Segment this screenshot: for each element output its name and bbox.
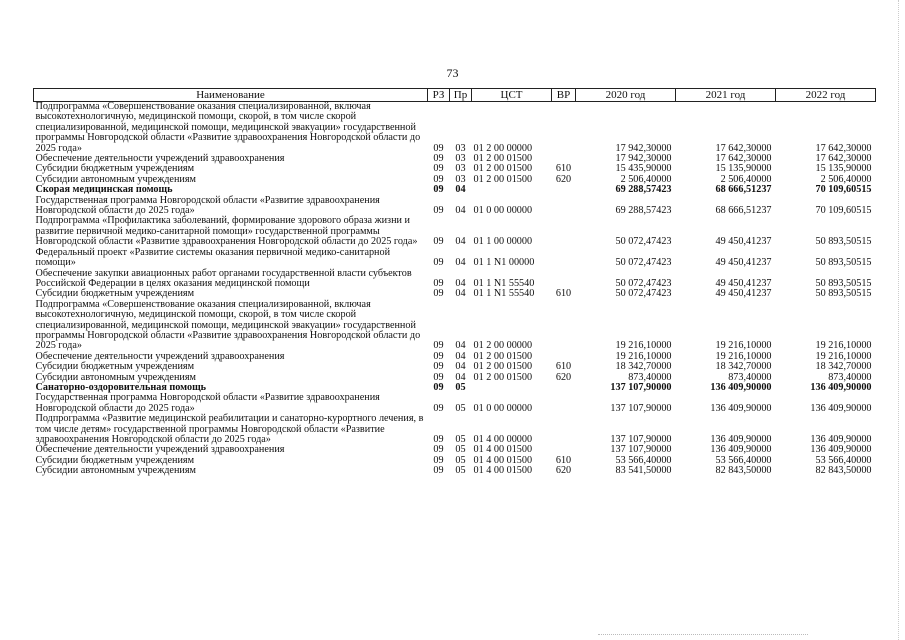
name: Субсидии бюджетным учреждениям (35, 454, 195, 466)
cst-cell: 01 1 N1 55540 (473, 277, 535, 289)
value-2022: 136 409,90000 (810, 381, 872, 393)
table-row (34, 466, 876, 476)
name: Обеспечение деятельности учреждений здравоохранения (35, 444, 285, 456)
pr-cell: 05 (455, 381, 466, 393)
value-2020: 873,40000 (628, 371, 672, 383)
cst-cell: 01 2 00 01500 (473, 153, 533, 165)
table-row (34, 216, 876, 247)
cst-cell: 01 4 00 01500 (473, 444, 533, 456)
scan-artifact-bottom (598, 634, 808, 635)
rz-cell: 09 (433, 163, 444, 175)
header-name: Наименование (34, 89, 428, 102)
rz-cell: 09 (433, 371, 444, 383)
value-2021: 68 666,51237 (715, 184, 772, 196)
header-rz: РЗ (428, 89, 450, 102)
cst-cell: 01 1 N1 00000 (473, 257, 535, 269)
rz-cell: 09 (433, 350, 444, 362)
budget-table (33, 88, 876, 477)
header-vr: ВР (552, 89, 576, 102)
value-2022: 50 893,50515 (815, 236, 872, 248)
scan-artifact-edge (898, 0, 899, 640)
name: Подпрограмма «Совершенствование оказания специализированной, включая высокотехнологичную, медицинской помощи, скорой, в том числе скорой специализированной, медицинской помощи, медицинской эвакуации» государственной программы Новгородской области «Развитие здравоохранения Новгородской области до 2025 года» (35, 101, 421, 154)
rz-cell: 09 (433, 361, 444, 373)
vr-cell: 610 (555, 361, 572, 373)
name: Субсидии бюджетным учреждениям (35, 361, 195, 373)
value-2022: 15 135,90000 (815, 163, 872, 175)
pr-cell: 04 (455, 184, 466, 196)
cst-cell: 01 4 00 01500 (473, 454, 533, 466)
value-2020: 53 566,40000 (615, 454, 672, 466)
rz-cell: 09 (433, 153, 444, 165)
cst-cell: 01 2 00 01500 (473, 371, 533, 383)
cst-cell: 01 2 00 00000 (473, 142, 533, 154)
vr-cell (552, 414, 576, 445)
value-2021: 49 450,41237 (715, 257, 772, 269)
value-2020: 137 107,90000 (610, 434, 672, 445)
value-2021: 53 566,40000 (715, 454, 772, 466)
rz-cell: 09 (433, 236, 444, 248)
pr-cell: 04 (455, 340, 466, 352)
value-2021: 49 450,41237 (715, 288, 772, 300)
value-2021: 136 409,90000 (710, 381, 772, 393)
rz-cell: 09 (433, 142, 444, 154)
vr-cell: 610 (555, 163, 572, 175)
header-2020: 2020 год (576, 89, 676, 102)
value-2021: 17 642,30000 (715, 153, 772, 165)
value-2021: 15 135,90000 (715, 163, 772, 175)
vr-cell: 610 (555, 454, 572, 466)
value-2020: 17 942,30000 (615, 142, 672, 154)
vr-cell: 620 (555, 371, 572, 383)
value-2022: 50 893,50515 (815, 288, 872, 300)
name: Субсидии автономным учреждениям (35, 371, 196, 383)
pr-cell: 05 (455, 402, 466, 414)
pr-cell: 05 (455, 465, 466, 477)
name: Подпрограмма «Совершенствование оказания специализированной, включая высокотехнологичную, медицинской помощи, скорой, в том числе скорой специализированной, медицинской помощи, медицинской эвакуации» государственной программы Новгородской области «Развитие здравоохранения Новгородской области до 2025 года» (35, 298, 421, 352)
value-2022: 136 409,90000 (810, 402, 872, 414)
rz-cell: 09 (433, 465, 444, 477)
rz-cell: 09 (433, 434, 444, 445)
value-2020: 15 435,90000 (615, 163, 672, 175)
value-2021: 49 450,41237 (715, 236, 772, 248)
value-2022: 82 843,50000 (815, 465, 872, 477)
cst-cell: 01 2 00 00000 (473, 340, 533, 352)
value-2021: 68 666,51237 (715, 205, 772, 217)
value-2021: 136 409,90000 (710, 402, 772, 414)
value-2020: 19 216,10000 (615, 350, 672, 362)
name: Государственная программа Новгородской области «Развитие здравоохранения Новгородской области до 2025 года» (35, 194, 380, 217)
cst-cell: 01 0 00 00000 (473, 205, 533, 217)
value-2020: 137 107,90000 (610, 402, 672, 414)
name: Субсидии бюджетным учреждениям (35, 163, 195, 175)
pr-cell: 05 (455, 444, 466, 456)
value-2020: 17 942,30000 (615, 153, 672, 165)
value-2021: 19 216,10000 (715, 350, 772, 362)
cst-cell: 01 0 00 00000 (473, 402, 533, 414)
header-2022: 2022 год (776, 89, 876, 102)
vr-cell (552, 393, 576, 414)
name: Санаторно-оздоровительная помощь (35, 381, 207, 393)
table-row (34, 248, 876, 269)
value-2021: 136 409,90000 (710, 434, 772, 445)
table-row (34, 362, 876, 372)
rz-cell: 09 (433, 277, 444, 289)
value-2022: 53 566,40000 (815, 454, 872, 466)
value-2022: 50 893,50515 (815, 257, 872, 269)
name: Субсидии бюджетным учреждениям (35, 288, 195, 300)
cst-cell: 01 2 00 01500 (473, 173, 533, 185)
pr-cell: 04 (455, 205, 466, 217)
vr-cell: 610 (555, 288, 572, 300)
header-2021: 2021 год (676, 89, 776, 102)
vr-cell (552, 248, 576, 269)
cst-cell: 01 2 00 01500 (473, 163, 533, 175)
vr-cell (552, 383, 576, 393)
name: Обеспечение закупки авиационных работ органами государственной власти субъектов Российской Федерации в целях оказания медицинской помощи (35, 267, 412, 289)
value-2021: 136 409,90000 (710, 444, 772, 456)
header-pr: Пр (450, 89, 472, 102)
name: Подпрограмма «Профилактика заболеваний, формирование здорового образа жизни и развитие первичной медико-санитарной помощи» государственной программы Новгородской области «Развитие здравоохранения Новгородской области до 2025 года» (35, 215, 418, 248)
vr-cell (552, 300, 576, 352)
pr-cell: 05 (455, 434, 466, 445)
value-2020: 137 107,90000 (610, 381, 672, 393)
pr-cell: 04 (455, 288, 466, 300)
rz-cell: 09 (433, 184, 444, 196)
value-2022: 19 216,10000 (815, 340, 872, 352)
name: Скорая медицинская помощь (35, 184, 173, 196)
value-2022: 70 109,60515 (815, 205, 872, 217)
value-2021: 17 642,30000 (715, 142, 772, 154)
name: Подпрограмма «Развитие медицинской реабилитации и санаторно-курортного лечения, в том числе детям» государственной программы Новгородской области «Развитие здравоохранения Новгородской области до 2025 года» (35, 413, 424, 445)
value-2022: 136 409,90000 (810, 434, 872, 445)
value-2021: 49 450,41237 (715, 277, 772, 289)
value-2021: 19 216,10000 (715, 340, 772, 352)
name: Государственная программа Новгородской области «Развитие здравоохранения Новгородской области до 2025 года» (35, 392, 380, 414)
pr-cell: 04 (455, 257, 466, 269)
pr-cell: 04 (455, 371, 466, 383)
table-row (34, 196, 876, 217)
cst-cell: 01 1 N1 55540 (473, 288, 535, 300)
value-2020: 2 506,40000 (620, 173, 672, 185)
value-2022: 50 893,50515 (815, 277, 872, 289)
value-2022: 873,40000 (828, 371, 872, 383)
vr-cell (552, 269, 576, 290)
vr-cell (552, 196, 576, 217)
value-2020: 69 288,57423 (615, 205, 672, 217)
rz-cell: 09 (433, 444, 444, 456)
name: Обеспечение деятельности учреждений здравоохранения (35, 350, 285, 362)
value-2020: 50 072,47423 (615, 288, 672, 300)
name: Субсидии автономным учреждениям (35, 465, 196, 477)
rz-cell: 09 (433, 288, 444, 300)
value-2022: 19 216,10000 (815, 350, 872, 362)
value-2021: 873,40000 (728, 371, 772, 383)
value-2022: 2 506,40000 (820, 173, 872, 185)
rz-cell: 09 (433, 173, 444, 185)
value-2020: 83 541,50000 (615, 465, 672, 477)
value-2020: 69 288,57423 (615, 184, 672, 196)
cst-cell (472, 383, 552, 393)
pr-cell: 04 (455, 277, 466, 289)
value-2022: 18 342,70000 (815, 361, 872, 373)
value-2020: 50 072,47423 (615, 257, 672, 269)
vr-cell (552, 216, 576, 247)
cst-cell: 01 2 00 01500 (473, 361, 533, 373)
rz-cell: 09 (433, 340, 444, 352)
vr-cell: 620 (555, 465, 572, 477)
value-2020: 50 072,47423 (615, 277, 672, 289)
table-header-row (34, 89, 876, 102)
value-2021: 2 506,40000 (720, 173, 772, 185)
table-body (34, 102, 876, 477)
pr-cell: 04 (455, 236, 466, 248)
name: Субсидии автономным учреждениям (35, 173, 196, 185)
vr-cell (552, 102, 576, 155)
pr-cell: 04 (455, 361, 466, 373)
value-2022: 136 409,90000 (810, 444, 872, 456)
value-2020: 19 216,10000 (615, 340, 672, 352)
vr-cell (552, 185, 576, 195)
table-row (34, 393, 876, 414)
cst-cell: 01 1 00 00000 (473, 236, 533, 248)
table-row (34, 269, 876, 290)
value-2021: 18 342,70000 (715, 361, 772, 373)
value-2022: 70 109,60515 (815, 184, 872, 196)
rz-cell: 09 (433, 402, 444, 414)
rz-cell: 09 (433, 381, 444, 393)
name: Федеральный проект «Развитие системы оказания первичной медико-санитарной помощи» (35, 246, 391, 269)
pr-cell: 03 (455, 153, 466, 165)
name: Обеспечение деятельности учреждений здравоохранения (35, 153, 285, 165)
table-row (34, 102, 876, 155)
cst-cell (472, 185, 552, 195)
value-2021: 82 843,50000 (715, 465, 772, 477)
value-2020: 50 072,47423 (615, 236, 672, 248)
cst-cell: 01 4 00 00000 (473, 434, 533, 445)
table-row (34, 414, 876, 445)
table-row (34, 300, 876, 352)
rz-cell: 09 (433, 257, 444, 269)
value-2022: 17 642,30000 (815, 153, 872, 165)
pr-cell: 04 (455, 350, 466, 362)
value-2022: 17 642,30000 (815, 142, 872, 154)
value-2020: 137 107,90000 (610, 444, 672, 456)
page-number: 73 (446, 66, 459, 80)
pr-cell: 05 (455, 454, 466, 466)
value-2020: 18 342,70000 (615, 361, 672, 373)
header-cst: ЦСТ (472, 89, 552, 102)
cst-cell: 01 4 00 01500 (473, 465, 533, 477)
pr-cell: 03 (455, 173, 466, 185)
vr-cell: 620 (555, 173, 572, 185)
cst-cell: 01 2 00 01500 (473, 350, 533, 362)
rz-cell: 09 (433, 205, 444, 217)
rz-cell: 09 (433, 454, 444, 466)
pr-cell: 03 (455, 142, 466, 154)
pr-cell: 03 (455, 163, 466, 175)
